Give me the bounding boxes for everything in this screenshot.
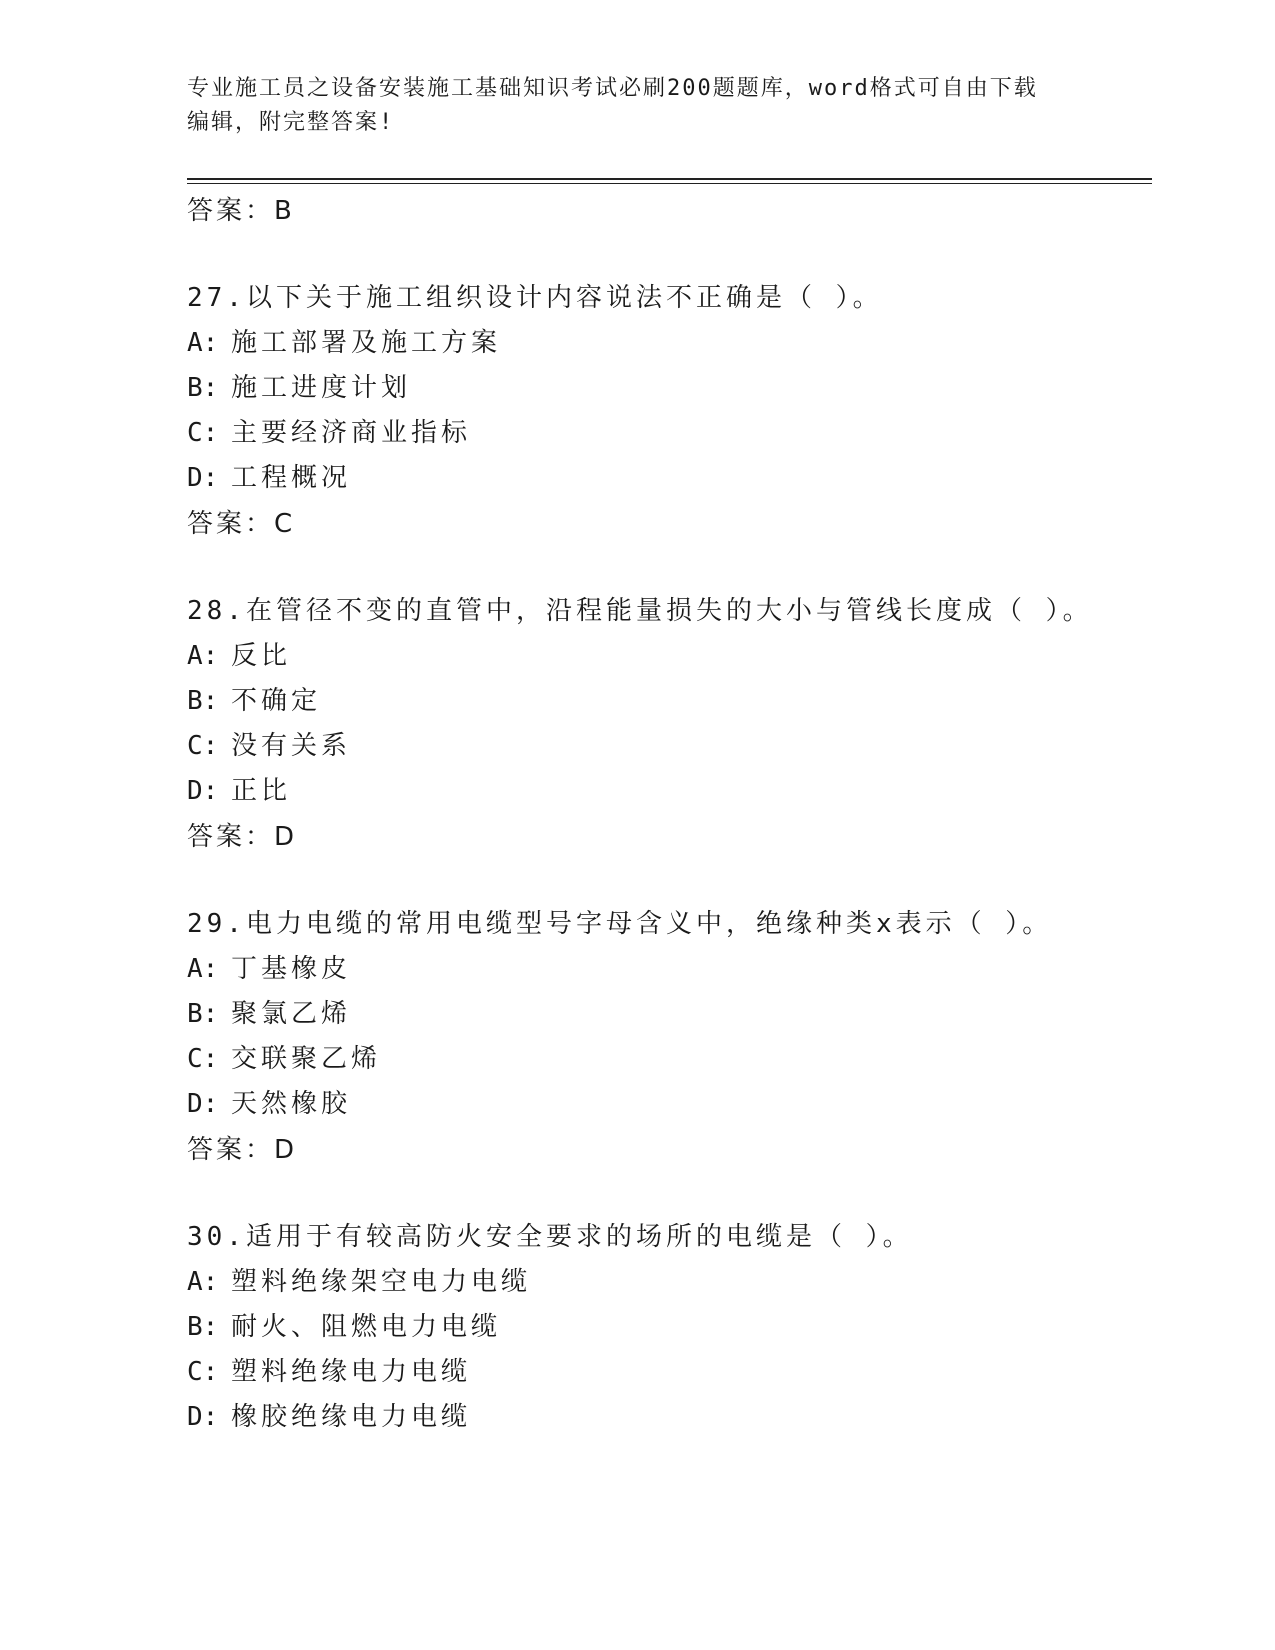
- option-letter: B:: [187, 1312, 219, 1342]
- option-a: [187, 1260, 1147, 1305]
- question-answer: 答案：D: [187, 822, 298, 852]
- option-b: [187, 1305, 1147, 1350]
- option-letter: B:: [187, 373, 219, 403]
- option-text: 丁基橡皮: [231, 954, 352, 984]
- option-a: [187, 321, 1147, 366]
- option-b: [187, 679, 1147, 724]
- option-text: 聚氯乙烯: [231, 999, 352, 1029]
- option-letter: C:: [187, 418, 219, 448]
- option-letter: A:: [187, 328, 219, 358]
- option-letter: A:: [187, 641, 219, 671]
- option-a: [187, 634, 1147, 679]
- question-list: [187, 188, 1147, 1440]
- previous-answer: 答案：B: [187, 196, 295, 226]
- question-28: [187, 589, 1147, 860]
- header-line-1: 专业施工员之设备安装施工基础知识考试必刷200题题库，word格式可自由下载: [187, 76, 1038, 101]
- option-letter: C:: [187, 1357, 219, 1387]
- option-text: 塑料绝缘电力电缆: [231, 1357, 472, 1387]
- option-text: 工程概况: [231, 463, 352, 493]
- option-letter: A:: [187, 954, 219, 984]
- option-text: 耐火、阻燃电力电缆: [231, 1312, 502, 1342]
- header-rule-thin: [187, 183, 1152, 184]
- question-answer: 答案：C: [187, 509, 296, 539]
- question-answer: 答案：D: [187, 1135, 298, 1165]
- option-c: [187, 1037, 1147, 1082]
- option-letter: A:: [187, 1267, 219, 1297]
- option-d: [187, 769, 1147, 814]
- option-text: 塑料绝缘架空电力电缆: [231, 1267, 532, 1297]
- document-header: [187, 72, 1087, 140]
- option-text: 天然橡胶: [231, 1089, 352, 1119]
- option-a: [187, 947, 1147, 992]
- option-b: [187, 992, 1147, 1037]
- question-27: [187, 276, 1147, 547]
- option-text: 没有关系: [231, 731, 352, 761]
- option-letter: B:: [187, 999, 219, 1029]
- question-30: [187, 1215, 1147, 1440]
- option-d: [187, 1082, 1147, 1127]
- option-letter: C:: [187, 731, 219, 761]
- question-stem: 29.电力电缆的常用电缆型号字母含义中，绝缘种类x表示（ ）。: [187, 909, 1053, 939]
- option-text: 不确定: [231, 686, 322, 716]
- question-stem: 27.以下关于施工组织设计内容说法不正确是（ ）。: [187, 283, 883, 313]
- option-text: 反比: [231, 641, 292, 671]
- option-letter: C:: [187, 1044, 219, 1074]
- question-stem: 30.适用于有较高防火安全要求的场所的电缆是（ ）。: [187, 1222, 913, 1252]
- question-29: [187, 902, 1147, 1173]
- option-c: [187, 724, 1147, 769]
- option-text: 橡胶绝缘电力电缆: [231, 1402, 472, 1432]
- option-d: [187, 456, 1147, 501]
- header-rule-thick: [187, 178, 1152, 180]
- option-letter: D:: [187, 1089, 219, 1119]
- option-text: 正比: [231, 776, 292, 806]
- option-letter: D:: [187, 463, 219, 493]
- option-letter: B:: [187, 686, 219, 716]
- question-stem: 28.在管径不变的直管中，沿程能量损失的大小与管线长度成（ ）。: [187, 596, 1093, 626]
- header-line-2: 编辑，附完整答案!: [187, 110, 395, 135]
- option-letter: D:: [187, 1402, 219, 1432]
- option-b: [187, 366, 1147, 411]
- option-text: 施工进度计划: [231, 373, 412, 403]
- option-letter: D:: [187, 776, 219, 806]
- option-c: [187, 411, 1147, 456]
- option-text: 施工部署及施工方案: [231, 328, 502, 358]
- option-d: [187, 1395, 1147, 1440]
- option-text: 主要经济商业指标: [231, 418, 472, 448]
- option-c: [187, 1350, 1147, 1395]
- option-text: 交联聚乙烯: [231, 1044, 382, 1074]
